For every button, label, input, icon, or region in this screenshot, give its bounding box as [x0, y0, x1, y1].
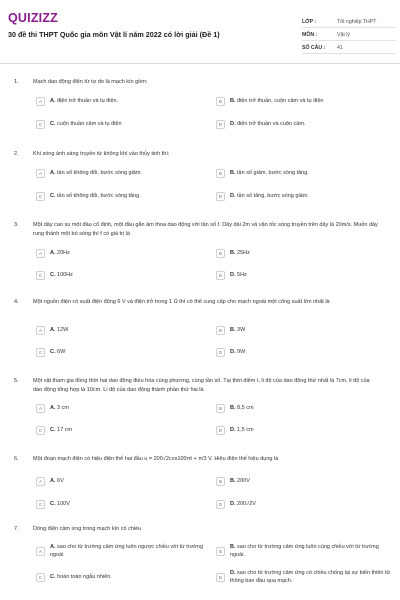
option-letter: D — [216, 426, 225, 435]
option-text: 25Hz — [237, 249, 250, 256]
option-letter: C — [36, 120, 45, 129]
option-text: hoàn toàn ngẫu nhiên. — [57, 573, 112, 580]
question-4 — [0, 298, 400, 355]
option-letter: A — [36, 326, 45, 335]
option-letter: A — [36, 477, 45, 486]
option-text: 3W — [237, 326, 246, 333]
question-text: Khi sóng ánh sáng truyền từ không khí vào thủy tinh thì: — [33, 151, 170, 157]
option-b[interactable] — [216, 97, 392, 106]
worksheet-header — [0, 0, 400, 64]
option-letter: D — [216, 500, 225, 509]
question-7 — [0, 525, 400, 584]
meta-value: Tốt nghiệp THPT — [337, 19, 377, 25]
meta-key: MÔN : — [302, 32, 318, 38]
option-c[interactable] — [36, 500, 206, 509]
option-b[interactable] — [216, 477, 392, 486]
option-letter: A — [36, 547, 45, 556]
option-text: tần số không đổi, bước sóng tăng. — [57, 192, 141, 199]
meta-row-subject — [302, 28, 396, 41]
option-letter: C — [36, 573, 45, 582]
option-letter: A — [36, 404, 45, 413]
page-title: 30 đề thi THPT Quốc gia môn Vật lí năm 2022 có lời giải (Đề 1) — [8, 30, 220, 39]
meta-value: 41 — [337, 45, 343, 51]
option-letter: A — [36, 169, 45, 178]
option-prefix: B. — [230, 477, 236, 484]
option-d[interactable] — [216, 120, 392, 129]
question-stem — [0, 78, 400, 87]
option-a[interactable] — [36, 404, 206, 413]
option-text: 20Hz — [57, 249, 70, 256]
option-prefix: D. — [230, 570, 236, 576]
option-letter: B — [216, 169, 225, 178]
question-text: Một dây cao su một đầu cố định, một đầu gắn âm thoa dao động với tần số f. Dây dài 2m và vận tốc sóng truyền trên dây là 20m/s. Muốn dây rung thành một bó sóng thì f có giá trị là — [33, 222, 378, 237]
option-prefix: B. — [230, 249, 236, 256]
option-a[interactable] — [36, 544, 206, 559]
option-a[interactable] — [36, 97, 206, 106]
option-c[interactable] — [36, 573, 206, 582]
option-prefix: C. — [50, 573, 56, 580]
option-text: 200√2V — [237, 500, 256, 507]
question-number: 6. — [14, 456, 19, 462]
option-letter: B — [216, 326, 225, 335]
meta-key: SỐ CÂU : — [302, 45, 326, 51]
question-number: 3. — [14, 222, 19, 228]
option-prefix: B. — [230, 97, 236, 104]
option-prefix: B. — [230, 544, 236, 550]
option-b[interactable] — [216, 404, 392, 413]
option-prefix: B. — [230, 404, 236, 411]
question-text: Một vật tham gia đồng thời hai dao động điều hòa cùng phương, cùng tần số. Tại thời điểm t, li độ của dao động thứ nhất là 7cm, li độ của dao động tổng hợp là 10cm. Li độ của dao động thành phần thứ hai là — [33, 378, 370, 393]
option-prefix: D. — [230, 500, 236, 507]
option-text: điện trở thuần và cuộn cảm. — [237, 120, 306, 127]
option-text: 1,5 cm — [237, 426, 254, 433]
option-text: tần số không đổi, bước sóng giảm. — [57, 169, 142, 176]
option-text: tần số tăng, bước sóng giảm. — [237, 192, 309, 199]
option-letter: D — [216, 271, 225, 280]
option-prefix: D. — [230, 120, 236, 127]
option-letter: D — [216, 348, 225, 357]
option-letter: C — [36, 500, 45, 509]
option-prefix: D. — [230, 348, 236, 355]
question-text: Một đoạn mạch điện có hiệu điện thế hai đầu u = 200√2cos100πt + π/3 V. Hiệu điện thế hiệu dụng là — [33, 456, 279, 462]
option-text: sao cho từ trường cảm ứng luôn ngược chiều với từ trường ngoài — [50, 544, 203, 558]
option-letter: B — [216, 404, 225, 413]
question-stem — [0, 377, 400, 395]
option-c[interactable] — [36, 271, 206, 280]
option-d[interactable] — [216, 348, 392, 357]
question-text: Mạch dao động điện từ tự do là mạch kín gồm: — [33, 79, 148, 85]
option-prefix: C. — [50, 500, 56, 507]
option-c[interactable] — [36, 192, 206, 201]
option-text: điện trở thuần và tụ điện. — [57, 97, 119, 104]
option-text: 6V — [57, 477, 64, 484]
option-d[interactable] — [216, 426, 392, 435]
option-prefix: D. — [230, 192, 236, 199]
question-stem — [0, 150, 400, 159]
option-text: 17 cm — [57, 426, 73, 433]
option-letter: C — [36, 348, 45, 357]
option-b[interactable] — [216, 249, 392, 258]
option-d[interactable] — [216, 500, 392, 509]
option-prefix: C. — [50, 120, 56, 127]
option-prefix: A. — [50, 404, 56, 411]
question-number: 5. — [14, 378, 19, 384]
option-prefix: C. — [50, 192, 56, 199]
option-c[interactable] — [36, 120, 206, 129]
option-a[interactable] — [36, 169, 206, 178]
option-prefix: A. — [50, 544, 56, 550]
meta-row-count — [302, 41, 396, 54]
question-number: 2. — [14, 151, 19, 157]
option-a[interactable] — [36, 477, 206, 486]
question-stem — [0, 455, 400, 464]
option-b[interactable] — [216, 326, 392, 335]
option-prefix: A. — [50, 477, 56, 484]
option-text: điện trở thuần, cuộn cảm và tụ điện — [237, 97, 324, 104]
option-letter: C — [36, 271, 45, 280]
option-prefix: B. — [230, 169, 236, 176]
question-stem — [0, 298, 400, 307]
option-letter: B — [216, 97, 225, 106]
option-text: 200V — [237, 477, 250, 484]
option-prefix: C. — [50, 271, 56, 278]
question-1 — [0, 78, 400, 127]
option-prefix: A. — [50, 97, 56, 104]
option-a[interactable] — [36, 326, 206, 335]
option-c[interactable] — [36, 426, 206, 435]
option-text: 9W — [237, 348, 246, 355]
question-stem — [0, 221, 400, 239]
option-letter: D — [216, 120, 225, 129]
question-6 — [0, 455, 400, 507]
option-prefix: C. — [50, 426, 56, 433]
option-text: tần số giảm, bước sóng tăng. — [237, 169, 309, 176]
option-text: sao cho từ trường cảm ứng luôn cùng chiều với từ trường ngoài. — [230, 544, 379, 558]
meta-value: Vật lý — [337, 32, 350, 38]
option-prefix: B. — [230, 326, 236, 333]
option-c[interactable] — [36, 348, 206, 357]
option-letter: C — [36, 192, 45, 201]
question-3 — [0, 221, 400, 278]
option-text: 6W — [57, 348, 66, 355]
option-letter: A — [36, 249, 45, 258]
option-d[interactable] — [216, 271, 392, 280]
brand-logo: QUIZIZZ — [8, 11, 59, 25]
option-text: 100V — [57, 500, 70, 507]
option-letter: B — [216, 547, 225, 556]
meta-row-class — [302, 15, 396, 28]
option-prefix: C. — [50, 348, 56, 355]
question-stem — [0, 525, 400, 534]
question-text: Một nguồn điện có suất điện động 6 V và điện trở trong 1 Ω thì có thể cung cấp cho mạch ngoài một công suất lớn nhất là — [33, 299, 330, 305]
meta-key: LỚP : — [302, 19, 317, 25]
question-text: Dòng điện cảm ứng trong mạch kín có chiều — [33, 526, 142, 532]
option-prefix: A. — [50, 326, 56, 333]
option-text: sao cho từ trường cảm ứng có chiều chống lại sự biến thiên từ thông ban đầu qua mạch. — [230, 570, 391, 584]
question-5 — [0, 377, 400, 433]
question-number: 1. — [14, 79, 19, 85]
option-letter: C — [36, 426, 45, 435]
option-d[interactable] — [216, 570, 392, 585]
option-b[interactable] — [216, 544, 392, 559]
question-number: 4. — [14, 299, 19, 305]
option-d[interactable] — [216, 192, 392, 201]
option-text: 100Hz — [57, 271, 73, 278]
option-text: 12W — [57, 326, 69, 333]
question-number: 7. — [14, 526, 19, 532]
option-letter: B — [216, 477, 225, 486]
option-letter: D — [216, 192, 225, 201]
option-prefix: D. — [230, 426, 236, 433]
meta-panel — [302, 15, 396, 54]
option-letter: D — [216, 573, 225, 582]
option-text: cuộn thuần cảm và tụ điện — [57, 120, 122, 127]
option-letter: A — [36, 97, 45, 106]
option-b[interactable] — [216, 169, 392, 178]
option-prefix: A. — [50, 249, 56, 256]
option-letter: B — [216, 249, 225, 258]
option-prefix: A. — [50, 169, 56, 176]
question-2 — [0, 150, 400, 199]
option-text: 3 cm — [57, 404, 69, 411]
option-a[interactable] — [36, 249, 206, 258]
option-text: 8,5 cm — [237, 404, 254, 411]
option-prefix: D. — [230, 271, 236, 278]
option-text: 5Hz — [237, 271, 247, 278]
